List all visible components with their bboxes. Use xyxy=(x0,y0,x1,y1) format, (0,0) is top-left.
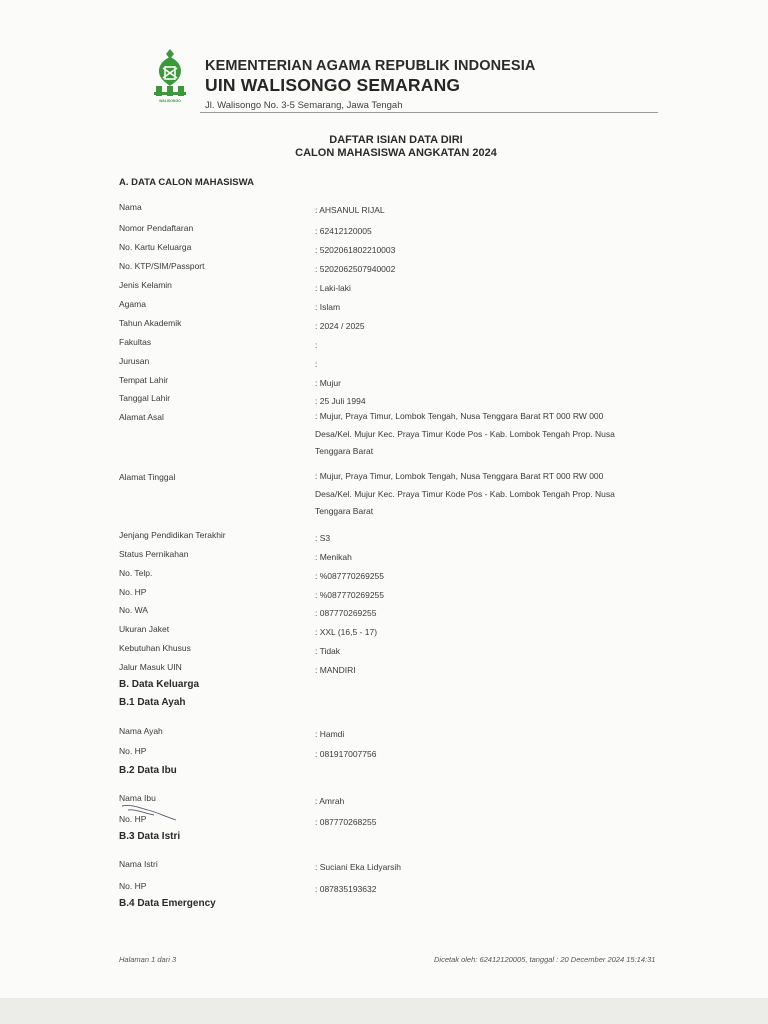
field-label: Ukuran Jaket xyxy=(119,624,170,634)
field-value: : Islam xyxy=(315,302,341,312)
field-value: : 25 Juli 1994 xyxy=(315,396,366,406)
section-b2-heading: B.2 Data Ibu xyxy=(119,765,177,776)
field-value: : 5202062507940002 xyxy=(315,264,396,274)
field-value: : %087770269255 xyxy=(315,571,385,581)
pen-scribble-mark xyxy=(120,800,180,824)
address-line: Desa/Kel. Mujur Kec. Praya Timur Kode Pos - Kab. Lombok Tengah Prop. Nusa xyxy=(315,428,615,439)
field-value: : 5202061802210003 xyxy=(315,245,396,255)
logo-caption: WALISONGO xyxy=(159,99,181,103)
university-logo xyxy=(150,48,190,106)
field-value: : S3 xyxy=(315,533,331,543)
address-line: : Mujur, Praya Timur, Lombok Tengah, Nusa Tenggara Barat RT 000 RW 000 xyxy=(315,411,604,421)
field-label: Fakultas xyxy=(119,337,152,347)
field-value: : %087770269255 xyxy=(315,590,385,600)
ministry-name: KEMENTERIAN AGAMA REPUBLIK INDONESIA xyxy=(205,58,536,74)
section-a-heading: A. DATA CALON MAHASISWA xyxy=(119,177,254,188)
field-label: No. HP xyxy=(119,746,147,756)
field-value: : 081917007756 xyxy=(315,749,377,759)
field-value: : xyxy=(315,340,318,350)
scan-margin xyxy=(0,998,768,1024)
field-label: Nama xyxy=(119,202,142,212)
title-line-2: CALON MAHASISWA ANGKATAN 2024 xyxy=(295,146,497,159)
field-value: : AHSANUL RIJAL xyxy=(315,205,385,215)
field-label: Jenis Kelamin xyxy=(119,280,172,290)
header-divider xyxy=(200,112,658,113)
field-label: Agama xyxy=(119,299,146,309)
field-label: No. WA xyxy=(119,605,148,615)
field-label: No. KTP/SIM/Passport xyxy=(119,261,205,271)
field-value: : Menikah xyxy=(315,552,352,562)
field-value: : Mujur xyxy=(315,378,341,388)
university-address: Jl. Walisongo No. 3-5 Semarang, Jawa Tengah xyxy=(205,100,403,111)
field-value: : xyxy=(315,359,318,369)
field-label: No. HP xyxy=(119,881,147,891)
field-label: No. HP xyxy=(119,587,147,597)
field-label: Tempat Lahir xyxy=(119,375,169,385)
field-label: Alamat Asal xyxy=(119,412,164,422)
field-label: Tahun Akademik xyxy=(119,318,182,328)
field-label: Tanggal Lahir xyxy=(119,393,171,403)
page-number: Halaman 1 dari 3 xyxy=(119,955,177,964)
field-value-multiline xyxy=(315,408,655,461)
address-line: : Mujur, Praya Timur, Lombok Tengah, Nusa Tenggara Barat RT 000 RW 000 xyxy=(315,471,604,481)
section-b4-heading: B.4 Data Emergency xyxy=(119,898,216,909)
document-title xyxy=(240,134,552,159)
field-label: Status Pernikahan xyxy=(119,549,189,559)
field-label: Kebutuhan Khusus xyxy=(119,643,191,653)
field-label: Alamat Tinggal xyxy=(119,472,176,482)
field-label: Jurusan xyxy=(119,356,150,366)
field-value: : XXL (16,5 - 17) xyxy=(315,627,378,637)
field-label: No. Telp. xyxy=(119,568,153,578)
field-label: Nomor Pendaftaran xyxy=(119,223,194,233)
address-line: Tenggara Barat xyxy=(315,446,374,456)
section-b1-heading: B.1 Data Ayah xyxy=(119,697,186,708)
field-value: : 087770268255 xyxy=(315,817,377,827)
section-b-heading: B. Data Keluarga xyxy=(119,679,200,690)
field-value: : 087770269255 xyxy=(315,608,377,618)
university-name: UIN WALISONGO SEMARANG xyxy=(205,75,461,95)
field-value: : 2024 / 2025 xyxy=(315,321,365,331)
field-value: : Hamdi xyxy=(315,729,345,739)
field-label: Jalur Masuk UIN xyxy=(119,662,182,672)
address-line: Desa/Kel. Mujur Kec. Praya Timur Kode Pos - Kab. Lombok Tengah Prop. Nusa xyxy=(315,488,615,499)
field-value: : Tidak xyxy=(315,646,341,656)
field-label: No. HP xyxy=(119,814,147,824)
walisongo-logo-icon xyxy=(150,48,190,106)
field-value: : Laki-laki xyxy=(315,283,351,293)
field-value: : MANDIRI xyxy=(315,665,356,675)
field-label: Nama Ibu xyxy=(119,793,156,803)
field-label: Jenjang Pendidikan Terakhir xyxy=(119,530,226,540)
field-value: : Suciani Eka Lidyarsih xyxy=(315,862,401,872)
field-value: : 62412120005 xyxy=(315,226,372,236)
title-line-1: DAFTAR ISIAN DATA DIRI xyxy=(329,134,463,146)
print-info: Dicetak oleh: 62412120005, tanggal : 20 December 2024 15:14:31 xyxy=(434,955,656,964)
field-label: Nama Ayah xyxy=(119,726,163,736)
address-line: Tenggara Barat xyxy=(315,506,374,516)
field-label: Nama Istri xyxy=(119,859,158,869)
section-b3-heading: B.3 Data Istri xyxy=(119,831,181,842)
field-value-multiline xyxy=(315,468,655,521)
field-label: No. Kartu Keluarga xyxy=(119,242,192,252)
field-value: : 087835193632 xyxy=(315,884,377,894)
field-value: : Amrah xyxy=(315,796,345,806)
